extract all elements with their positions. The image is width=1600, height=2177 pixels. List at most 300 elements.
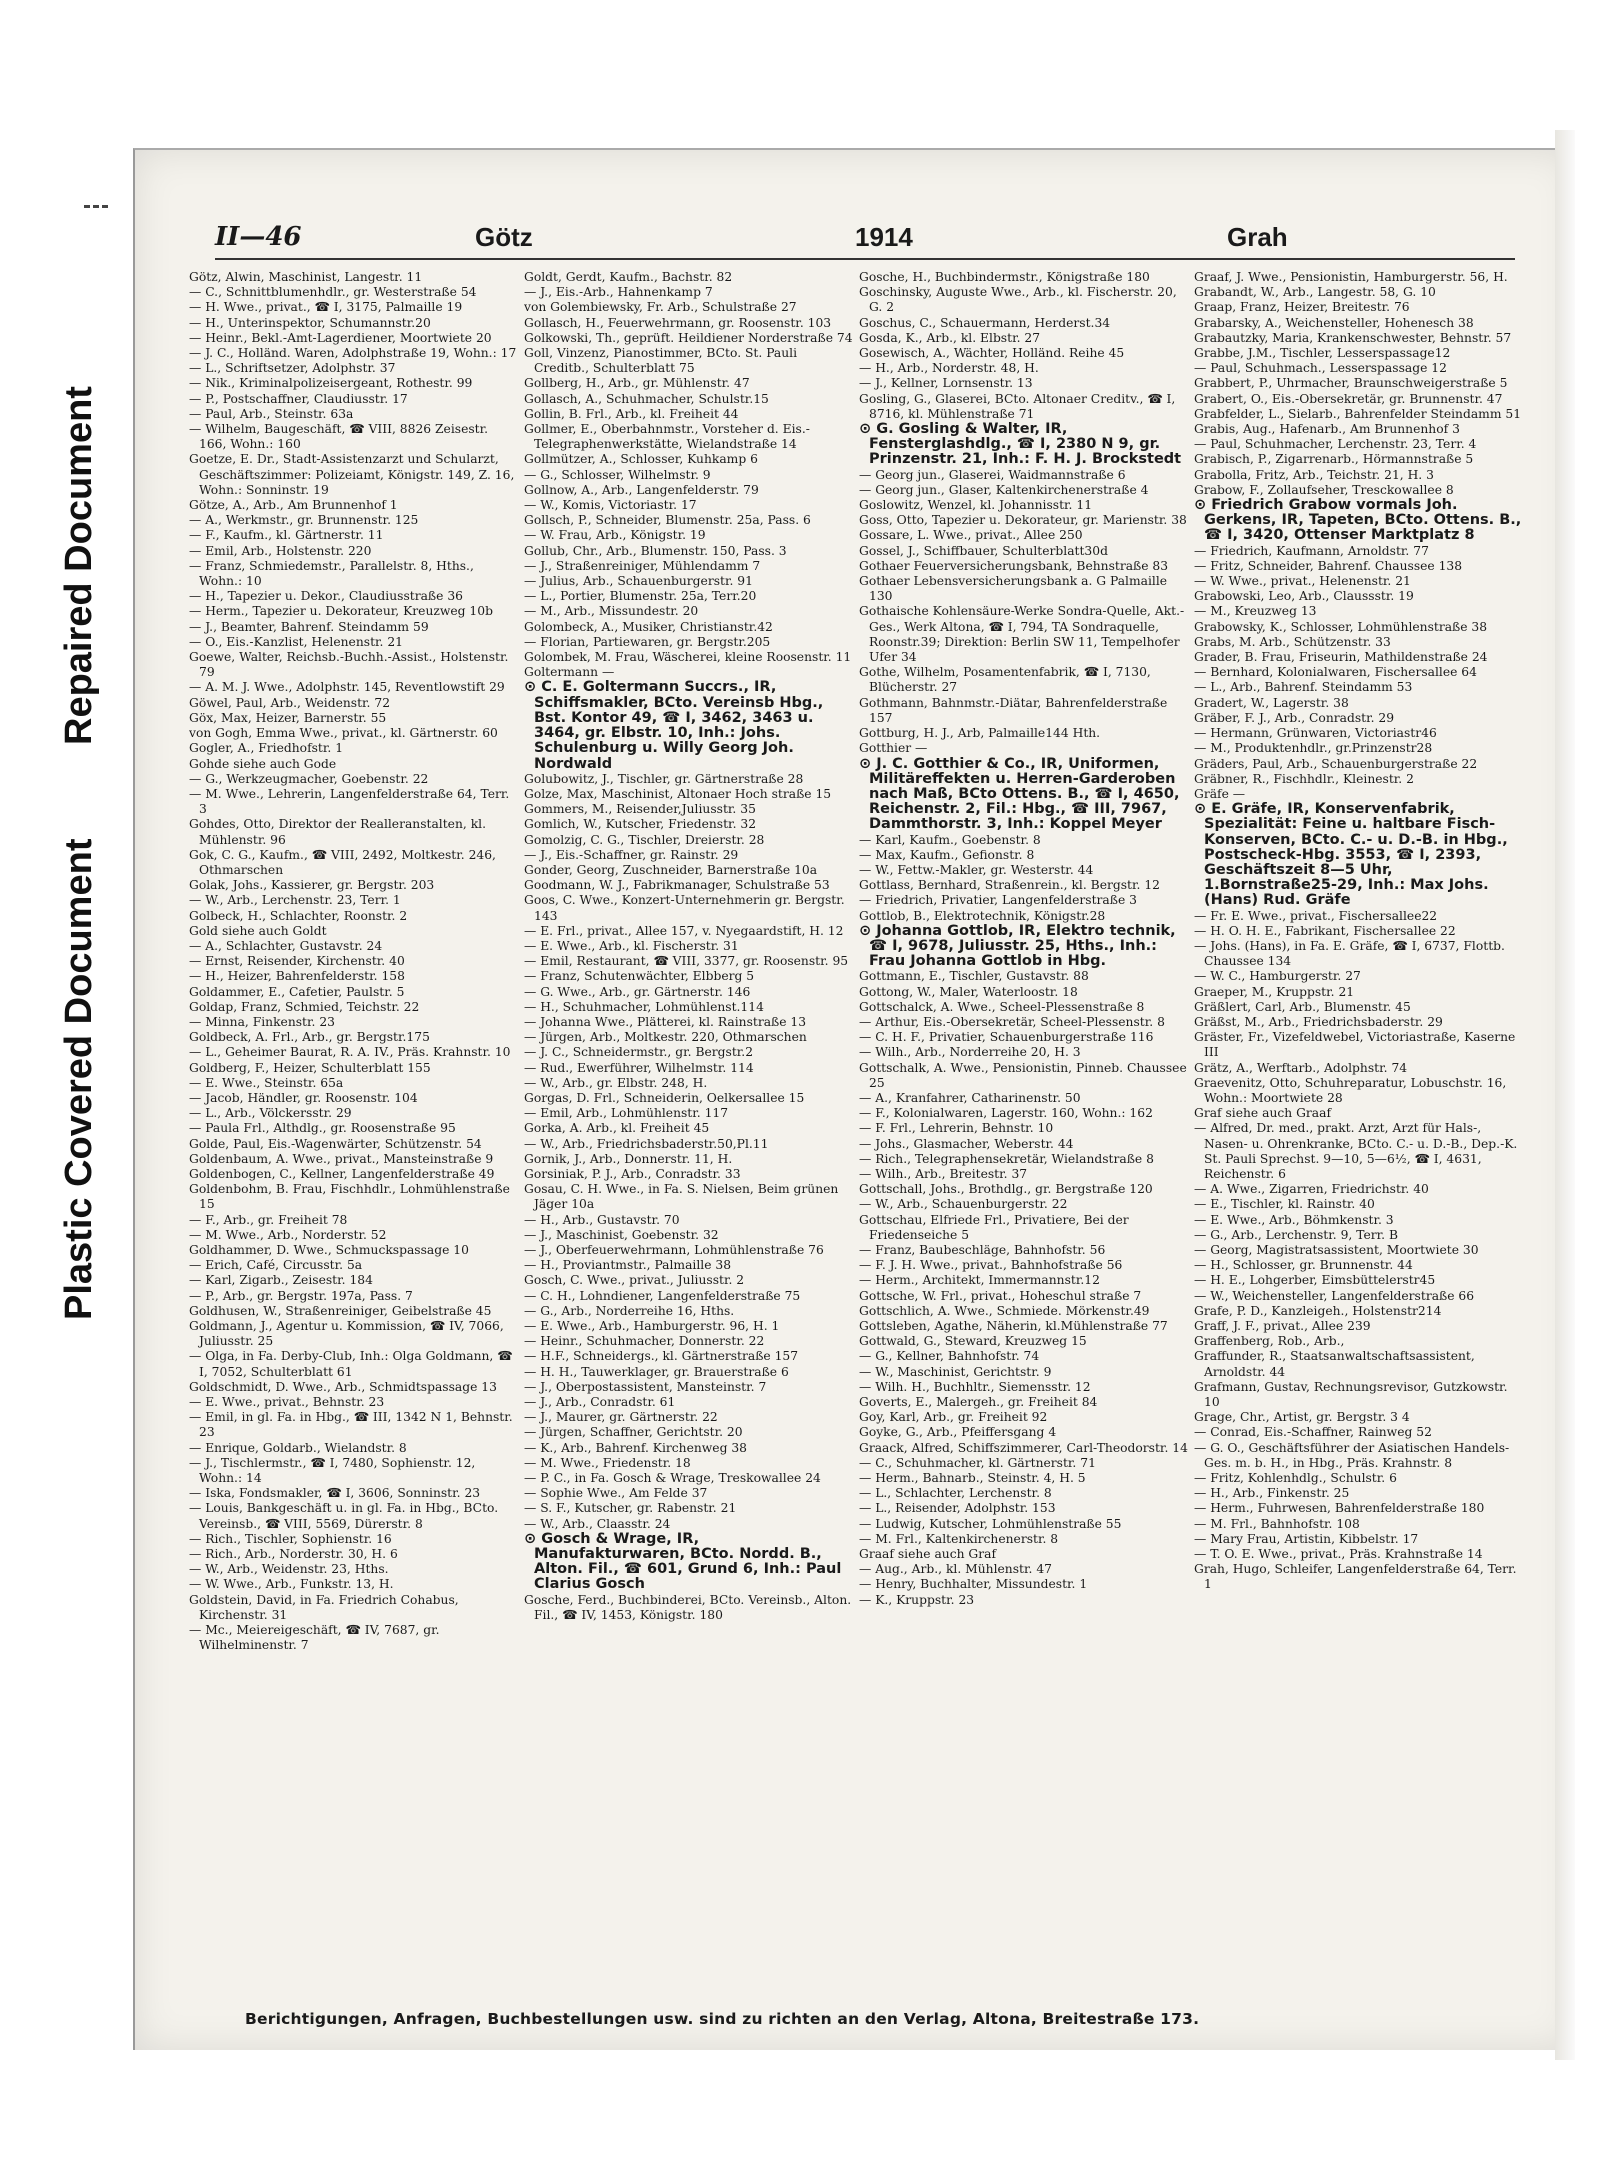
directory-entry: Grabowski, Leo, Arb., Claussstr. 19 bbox=[1194, 589, 1414, 604]
directory-entry: — Rich., Arb., Norderstr. 30, H. 6 bbox=[189, 1547, 398, 1562]
directory-entry: — E. Wwe., Arb., kl. Fischerstr. 31 bbox=[524, 938, 739, 953]
directory-entry: Grabow, F., Zollaufseher, Tresckowallee 8 bbox=[1194, 482, 1454, 497]
header-last-name: Grah bbox=[1227, 222, 1288, 252]
directory-entry: — J. C., Schneidermstr., gr. Bergstr.2 bbox=[524, 1045, 754, 1060]
directory-entry: Gothmann, Bahnmstr.-Diätar, Bahrenfelderstraße 157 bbox=[859, 695, 1168, 725]
directory-entry: — M. Wwe., Lehrerin, Langenfelderstraße 64, Terr. 3 bbox=[189, 786, 510, 817]
directory-entry: Grabowsky, K., Schlosser, Lohmühlenstraße 38 bbox=[1194, 619, 1488, 634]
directory-entry: — Herm., Architekt, Immermannstr.12 bbox=[859, 1273, 1100, 1288]
directory-entry: Gottschau, Elfriede Frl., Privatiere, Bei der Friedenseiche 5 bbox=[859, 1212, 1129, 1242]
directory-entry: Gosda, K., Arb., kl. Elbstr. 27 bbox=[859, 330, 1041, 345]
directory-entry: Goldhammer, D. Wwe., Schmuckspassage 10 bbox=[189, 1243, 469, 1257]
directory-entry: Goos, C. Wwe., Konzert-Unternehmerin gr. Bergstr. 143 bbox=[524, 893, 845, 923]
directory-entry: Grabautzky, Maria, Krankenschwester, Behnstr. 57 bbox=[1194, 330, 1512, 345]
directory-entry: Gollasch, H., Feuerwehrmann, gr. Roosenstr. 103 bbox=[524, 315, 832, 330]
directory-entry: Goss, Otto, Tapezier u. Dekorateur, gr. Marienstr. 38 bbox=[859, 513, 1187, 528]
directory-entry: — S. F., Kutscher, gr. Rabenstr. 21 bbox=[524, 1501, 737, 1516]
directory-entry: — Alfred, Dr. med., prakt. Arzt, Arzt für Hals-, Nasen- u. Ohrenkranke, BCto. C.- u. D.-B., Dep.-K. St. Pauli Sprechst. 9—10, 5—6½, ☎ I, 4631, Reichenstr. 6 bbox=[1194, 1121, 1518, 1181]
directory-entry: — G., Arb., Lerchenstr. 9, Terr. B bbox=[1194, 1227, 1399, 1242]
directory-entry: — Wilh., Arb., Norderreihe 20, H. 3 bbox=[859, 1045, 1081, 1060]
directory-entry: — P., Arb., gr. Bergstr. 197a, Pass. 7 bbox=[189, 1288, 413, 1303]
directory-entry: — M., Kreuzweg 13 bbox=[1194, 604, 1317, 619]
directory-entry: — J., Tischlermstr., ☎ I, 7480, Sophienstr. 12, Wohn.: 14 bbox=[189, 1455, 476, 1486]
directory-entry: Gottschall, Johs., Brothdlg., gr. Bergstraße 120 bbox=[859, 1182, 1153, 1197]
directory-entry: — H., Heizer, Bahrenfelderstr. 158 bbox=[189, 969, 405, 984]
directory-entry: Götz, Alwin, Maschinist, Langestr. 11 bbox=[189, 270, 423, 284]
directory-entry: Gosewisch, A., Wächter, Holländ. Reihe 45 bbox=[859, 346, 1125, 361]
directory-entry: — L., Arb., Bahrenf. Steindamm 53 bbox=[1194, 680, 1413, 695]
directory-entry: — Franz, Schmiedemstr., Parallelstr. 8, Hths., Wohn.: 10 bbox=[189, 558, 474, 589]
directory-entry: — H.F., Schneidergs., kl. Gärtnerstraße 157 bbox=[524, 1349, 799, 1364]
directory-entry: — W., Arb., Schauenburgerstr. 22 bbox=[859, 1197, 1068, 1212]
directory-entry: Goschus, C., Schauermann, Herderst.34 bbox=[859, 315, 1111, 330]
directory-entry: — H., Proviantmstr., Palmaille 38 bbox=[524, 1258, 732, 1273]
directory-columns bbox=[189, 270, 1529, 2000]
directory-entry: Grafe, P. D., Kanzleigeh., Holstenstr214 bbox=[1194, 1303, 1442, 1318]
directory-entry: — Mc., Meiereigeschäft, ☎ IV, 7687, gr. Wilhelminenstr. 7 bbox=[189, 1623, 440, 1653]
document-page bbox=[133, 148, 1575, 2050]
directory-entry: Gohde siehe auch Gode bbox=[189, 756, 337, 771]
directory-entry: — E., Tischler, kl. Rainstr. 40 bbox=[1194, 1197, 1375, 1212]
page-number: II—46 bbox=[215, 222, 302, 252]
directory-entry: Goodmann, W. J., Fabrikmanager, Schulstraße 53 bbox=[524, 878, 830, 893]
directory-entry: Goldbeck, A. Frl., Arb., gr. Bergstr.175 bbox=[189, 1030, 430, 1045]
directory-entry: — W. Frau, Arb., Königstr. 19 bbox=[524, 528, 706, 543]
directory-entry: — G. O., Geschäftsführer der Asiatischen Handels-Ges. m. b. H., in Hbg., Präs. Krahnstr. 8 bbox=[1194, 1440, 1510, 1470]
directory-entry: — Herm., Bahnarb., Steinstr. 4, H. 5 bbox=[859, 1471, 1086, 1486]
directory-entry: — Rich., Tischler, Sophienstr. 16 bbox=[189, 1531, 392, 1546]
directory-entry: Gosche, H., Buchbindermstr., Königstraße 180 bbox=[859, 270, 1150, 284]
directory-entry: Grabbe, J.M., Tischler, Lesserspassage12 bbox=[1194, 346, 1451, 361]
directory-entry: — H., Arb., Gustavstr. 70 bbox=[524, 1212, 680, 1227]
directory-entry: Gold siehe auch Goldt bbox=[189, 923, 327, 938]
directory-entry: — Emil, in gl. Fa. in Hbg., ☎ III, 1342 N 1, Behnstr. 23 bbox=[189, 1410, 513, 1440]
directory-entry: Grah, Hugo, Schleifer, Langenfelderstraße 64, Terr. 1 bbox=[1194, 1562, 1517, 1592]
punch-mark bbox=[84, 205, 108, 211]
directory-entry: — J. C., Holländ. Waren, Adolphstraße 19, Wohn.: 17 bbox=[189, 346, 517, 361]
directory-entry: Gollin, B. Frl., Arb., kl. Freiheit 44 bbox=[524, 406, 739, 421]
directory-entry: — Julius, Arb., Schauenburgerstr. 91 bbox=[524, 574, 753, 589]
directory-entry: — H., Tapezier u. Dekor., Claudiusstraße 36 bbox=[189, 589, 463, 604]
directory-entry: Golkowski, Th., geprüft. Heildiener Norderstraße 74 bbox=[524, 330, 853, 345]
directory-entry: Goldenbogen, C., Kellner, Langenfelderstraße 49 bbox=[189, 1166, 495, 1181]
directory-entry: Golombek, M. Frau, Wäscherei, kleine Roosenstr. 11 bbox=[524, 650, 852, 665]
directory-entry: Grabisch, P., Zigarrenarb., Hörmannstraße 5 bbox=[1194, 452, 1474, 467]
directory-entry: Grabis, Aug., Hafenarb., Am Brunnenhof 3 bbox=[1194, 422, 1460, 437]
directory-entry: Grabbert, P., Uhrmacher, Braunschweigerstraße 5 bbox=[1194, 376, 1508, 391]
directory-entry: — Fr. E. Wwe., privat., Fischersallee22 bbox=[1194, 908, 1438, 923]
directory-entry: Golze, Max, Maschinist, Altonaer Hoch straße 15 bbox=[524, 786, 832, 801]
directory-entry: — Paul, Schuhmach., Lesserspassage 12 bbox=[1194, 361, 1447, 376]
directory-entry: — W., Fettw.-Makler, gr. Westerstr. 44 bbox=[859, 862, 1094, 877]
directory-entry: — W., Weichensteller, Langenfelderstraße 66 bbox=[1194, 1288, 1475, 1303]
directory-entry: — J., Arb., Conradstr. 61 bbox=[524, 1395, 676, 1410]
directory-entry: — A. M. J. Wwe., Adolphstr. 145, Reventlowstift 29 bbox=[189, 680, 505, 695]
directory-entry: — M. Frl., Kaltenkirchenerstr. 8 bbox=[859, 1531, 1059, 1546]
header-year: 1914 bbox=[855, 222, 913, 252]
directory-entry: Gomolzig, C. G., Tischler, Dreierstr. 28 bbox=[524, 832, 765, 847]
directory-entry: Goltermann — bbox=[524, 665, 615, 680]
directory-entry: — Emil, Arb., Lohmühlenstr. 117 bbox=[524, 1106, 729, 1121]
directory-entry: Göx, Max, Heizer, Barnerstr. 55 bbox=[189, 710, 387, 725]
directory-entry: — T. O. E. Wwe., privat., Präs. Krahnstraße 14 bbox=[1194, 1547, 1483, 1562]
directory-entry: Grätz, A., Werftarb., Adolphstr. 74 bbox=[1194, 1060, 1408, 1075]
directory-entry: — F., Kolonialwaren, Lagerstr. 160, Wohn.: 162 bbox=[859, 1106, 1153, 1121]
directory-entry: Gonder, Georg, Zuschneider, Barnerstraße 10a bbox=[524, 862, 818, 877]
directory-entry: — Ernst, Reisender, Kirchenstr. 40 bbox=[189, 954, 405, 969]
directory-entry: — Johs. (Hans), in Fa. E. Gräfe, ☎ I, 6737, Flottb. Chaussee 134 bbox=[1194, 938, 1505, 969]
directory-entry: Götze, A., Arb., Am Brunnenhof 1 bbox=[189, 498, 398, 513]
directory-entry: Goldberg, F., Heizer, Schulterblatt 155 bbox=[189, 1060, 431, 1075]
directory-entry: — F., Kaufm., kl. Gärtnerstr. 11 bbox=[189, 528, 384, 543]
directory-entry: Gothaer Lebensversicherungsbank a. G Palmaille 130 bbox=[859, 574, 1168, 604]
directory-entry: ⊙ G. Gosling & Walter, IR, Fensterglashdlg., ☎ I, 2380 N 9, gr. Prinzenstr. 21, Inh.: F. H. J. Brockstedt bbox=[859, 421, 1182, 468]
directory-entry: — A. Wwe., Zigarren, Friedrichstr. 40 bbox=[1194, 1182, 1429, 1197]
directory-entry: Goldap, Franz, Schmied, Teichstr. 22 bbox=[189, 999, 420, 1014]
directory-entry: — A., Werkmstr., gr. Brunnenstr. 125 bbox=[189, 513, 419, 528]
directory-entry: — M., Produktenhdlr., gr.Prinzenstr28 bbox=[1194, 741, 1433, 756]
directory-entry: Gomlich, W., Kutscher, Friedenstr. 32 bbox=[524, 817, 757, 832]
directory-entry: Gollasch, A., Schuhmacher, Schulstr.15 bbox=[524, 391, 769, 406]
directory-entry: — W., Maschinist, Gerichtstr. 9 bbox=[859, 1364, 1052, 1379]
directory-entry: — P. C., in Fa. Gosch & Wrage, Treskowallee 24 bbox=[524, 1471, 821, 1486]
directory-entry: — Heinr., Schuhmacher, Donnerstr. 22 bbox=[524, 1334, 765, 1349]
directory-entry: — H., Unterinspektor, Schumannstr.20 bbox=[189, 315, 431, 330]
directory-entry: — E. Wwe., Arb., Hamburgerstr. 96, H. 1 bbox=[524, 1319, 780, 1334]
directory-entry: Gottschlich, A. Wwe., Schmiede. Mörkenstr.49 bbox=[859, 1303, 1150, 1318]
directory-entry: Golde, Paul, Eis.-Wagenwärter, Schützenstr. 54 bbox=[189, 1136, 482, 1151]
directory-entry: Gräßst, M., Arb., Friedrichsbaderstr. 29 bbox=[1194, 1014, 1443, 1029]
directory-entry: — F. J. H. Wwe., privat., Bahnhofstraße 56 bbox=[859, 1258, 1123, 1273]
page-footer: Berichtigungen, Anfragen, Buchbestellungen usw. sind zu richten an den Verlag, Altona, Breitestraße 173. bbox=[245, 2010, 1200, 2028]
side-label-top: Repaired Document bbox=[58, 386, 100, 745]
directory-entry: — Louis, Bankgeschäft u. in gl. Fa. in Hbg., BCto. Vereinsb., ☎ VIII, 5569, Dürerstr. 8 bbox=[189, 1501, 499, 1531]
directory-entry: — H. H., Tauwerklager, gr. Brauerstraße 6 bbox=[524, 1364, 789, 1379]
directory-entry: ⊙ C. E. Goltermann Succrs., IR, Schiffsmakler, BCto. Vereinsb Hbg., Bst. Kontor 49, ☎ I, 3462, 3463 u. 3464, gr. Elbstr. 10, Inh.: Johs. Schulenburg u. Willy Georg Joh. Nordwald bbox=[524, 679, 824, 772]
directory-entry: — E. Frl., privat., Allee 157, v. Nyegaardstift, H. 12 bbox=[524, 923, 844, 938]
directory-entry: Golubowitz, J., Tischler, gr. Gärtnerstraße 28 bbox=[524, 771, 804, 786]
directory-entry: — A., Schlachter, Gustavstr. 24 bbox=[189, 938, 383, 953]
directory-entry: Graeper, M., Kruppstr. 21 bbox=[1194, 984, 1355, 999]
directory-entry: — M. Wwe., Friedenstr. 18 bbox=[524, 1455, 691, 1470]
directory-entry: — O., Eis.-Kanzlist, Helenenstr. 21 bbox=[189, 634, 404, 649]
directory-entry: — W. Wwe., Arb., Funkstr. 13, H. bbox=[189, 1577, 394, 1592]
directory-entry: — K., Kruppstr. 23 bbox=[859, 1592, 975, 1607]
directory-entry: — Karl, Zigarb., Zeisestr. 184 bbox=[189, 1273, 373, 1288]
directory-entry: — L., Schriftsetzer, Adolphstr. 37 bbox=[189, 361, 396, 376]
directory-entry: — C. H., Lohndiener, Langenfelderstraße 75 bbox=[524, 1288, 801, 1303]
directory-entry: — Max, Kaufm., Gefionstr. 8 bbox=[859, 847, 1035, 862]
directory-entry: Graaf siehe auch Graf bbox=[859, 1547, 997, 1562]
directory-entry: — J., Eis.-Schaffner, gr. Rainstr. 29 bbox=[524, 847, 739, 862]
directory-entry: — Nik., Kriminalpolizeisergeant, Rothestr. 99 bbox=[189, 376, 473, 391]
column-4 bbox=[1194, 270, 1523, 2000]
directory-entry: Gollub, Chr., Arb., Blumenstr. 150, Pass. 3 bbox=[524, 543, 787, 558]
directory-entry: Gottsleben, Agathe, Näherin, kl.Mühlenstraße 77 bbox=[859, 1319, 1168, 1334]
directory-entry: — M., Arb., Missundestr. 20 bbox=[524, 604, 699, 619]
directory-entry: Graffunder, R., Staatsanwaltschaftsassistent, Arnoldstr. 44 bbox=[1194, 1349, 1475, 1379]
directory-entry: — G., Schlosser, Wilhelmstr. 9 bbox=[524, 467, 711, 482]
directory-entry: Gollmützer, A., Schlosser, Kuhkamp 6 bbox=[524, 452, 758, 467]
directory-entry: ⊙ J. C. Gotthier & Co., IR, Uniformen, Militäreffekten u. Herren-Garderoben nach Maß, BCto Ottens. B., ☎ I, 4650, Reichenstr. 2, Fil.: Hbg., ☎ III, 7967, Dammthorstr. 3, Inh.: Koppel Meyer bbox=[859, 755, 1180, 833]
directory-entry: — Karl, Kaufm., Goebenstr. 8 bbox=[859, 832, 1041, 847]
directory-entry: — Rud., Ewerführer, Wilhelmstr. 114 bbox=[524, 1060, 754, 1075]
directory-entry: Gotthier — bbox=[859, 741, 928, 756]
directory-entry: — L., Arb., Völckersstr. 29 bbox=[189, 1106, 352, 1121]
directory-entry: — Arthur, Eis.-Obersekretär, Scheel-Plessenstr. 8 bbox=[859, 1014, 1165, 1029]
directory-entry: Gothe, Wilhelm, Posamentenfabrik, ☎ I, 7130, Blücherstr. 27 bbox=[859, 665, 1151, 695]
directory-entry: Graevenitz, Otto, Schuhreparatur, Lobuschstr. 16, Wohn.: Moortwiete 28 bbox=[1194, 1075, 1507, 1105]
directory-entry: — Olga, in Fa. Derby-Club, Inh.: Olga Goldmann, ☎ I, 7052, Schulterblatt 61 bbox=[189, 1349, 513, 1379]
directory-entry: Goldt, Gerdt, Kaufm., Bachstr. 82 bbox=[524, 270, 733, 284]
directory-entry: Gorgas, D. Frl., Schneiderin, Oelkersallee 15 bbox=[524, 1090, 805, 1105]
directory-entry: Goldenbohm, B. Frau, Fischhdlr., Lohmühlenstraße 15 bbox=[189, 1182, 510, 1212]
directory-entry: Gothaer Feuerversicherungsbank, Behnstraße 83 bbox=[859, 558, 1169, 573]
directory-entry: — J., Maschinist, Goebenstr. 32 bbox=[524, 1227, 719, 1242]
directory-entry: — Friedrich, Privatier, Langenfelderstraße 3 bbox=[859, 893, 1137, 908]
directory-entry: — L., Portier, Blumenstr. 25a, Terr.20 bbox=[524, 589, 757, 604]
directory-entry: Grabert, O., Eis.-Obersekretär, gr. Brunnenstr. 47 bbox=[1194, 391, 1503, 406]
directory-entry: ⊙ E. Gräfe, IR, Konservenfabrik, Spezialität: Feine u. haltbare Fisch-Konserven, BCto. C.- u. D.-B. in Hbg., Postscheck-Hbg. 3553, ☎ I, 2393, Geschäftszeit 8—5 Uhr, 1.Bornstraße25-29, Inh.: Max Johs. (Hans) Rud. Gräfe bbox=[1194, 801, 1508, 909]
directory-entry: Gottmann, E., Tischler, Gustavstr. 88 bbox=[859, 969, 1089, 984]
directory-entry: Grabfelder, L., Sielarb., Bahrenfelder Steindamm 51 bbox=[1194, 406, 1522, 421]
directory-entry: — Paula Frl., Althdlg., gr. Roosenstraße 95 bbox=[189, 1121, 456, 1136]
directory-entry: Goy, Karl, Arb., gr. Freiheit 92 bbox=[859, 1410, 1048, 1425]
directory-entry: — Franz, Baubeschläge, Bahnhofstr. 56 bbox=[859, 1243, 1106, 1257]
directory-entry: Grader, B. Frau, Friseurin, Mathildenstraße 24 bbox=[1194, 650, 1488, 665]
directory-entry: Gottschalck, A. Wwe., Scheel-Plessenstraße 8 bbox=[859, 999, 1145, 1014]
directory-entry: Graack, Alfred, Schiffszimmerer, Carl-Theodorstr. 14 bbox=[859, 1440, 1188, 1455]
column-2 bbox=[524, 270, 853, 2000]
directory-entry: — M. Frl., Bahnhofstr. 108 bbox=[1194, 1516, 1360, 1531]
directory-entry: — W., Arb., Friedrichsbaderstr.50,Pl.11 bbox=[524, 1136, 769, 1151]
directory-entry: Golbeck, H., Schlachter, Roonstr. 2 bbox=[189, 908, 408, 923]
directory-entry: — G. Wwe., Arb., gr. Gärtnerstr. 146 bbox=[524, 984, 751, 999]
directory-entry: — Georg jun., Glaser, Kaltenkirchenerstraße 4 bbox=[859, 482, 1149, 497]
directory-entry: Gorsiniak, P. J., Arb., Conradstr. 33 bbox=[524, 1166, 741, 1181]
directory-entry: ⊙ Friedrich Grabow vormals Joh. Gerkens, IR, Tapeten, BCto. Ottens. B., ☎ I, 3420, Ottenser Marktplatz 8 bbox=[1194, 497, 1522, 544]
directory-entry: — Florian, Partiewaren, gr. Bergstr.205 bbox=[524, 634, 771, 649]
directory-entry: Gosling, G., Glaserei, BCto. Altonaer Creditv., ☎ I, 8716, kl. Mühlenstraße 71 bbox=[859, 391, 1176, 421]
directory-entry: — A., Kranfahrer, Catharinenstr. 50 bbox=[859, 1090, 1081, 1105]
directory-entry: Gosau, C. H. Wwe., in Fa. S. Nielsen, Beim grünen Jäger 10a bbox=[524, 1182, 839, 1212]
directory-entry: — Henry, Buchhalter, Missundestr. 1 bbox=[859, 1577, 1088, 1592]
header-first-name: Götz bbox=[475, 222, 533, 252]
directory-entry: — Minna, Finkenstr. 23 bbox=[189, 1014, 335, 1029]
directory-entry: von Gogh, Emma Wwe., privat., kl. Gärtnerstr. 60 bbox=[189, 726, 498, 741]
paper-edge bbox=[1555, 130, 1575, 2060]
directory-entry: Gottlob, B., Elektrotechnik, Königstr.28 bbox=[859, 908, 1106, 923]
directory-entry: Gräfe — bbox=[1194, 786, 1246, 801]
directory-entry: Gräbner, R., Fischhdlr., Kleinestr. 2 bbox=[1194, 771, 1414, 786]
directory-entry: — Enrique, Goldarb., Wielandstr. 8 bbox=[189, 1440, 407, 1455]
directory-entry: Gollsch, P., Schneider, Blumenstr. 25a, Pass. 6 bbox=[524, 513, 811, 528]
directory-entry: Goverts, E., Malergeh., gr. Freiheit 84 bbox=[859, 1395, 1098, 1410]
directory-entry: — Emil, Restaurant, ☎ VIII, 3377, gr. Roosenstr. 95 bbox=[524, 954, 849, 969]
directory-entry: Gräster, Fr., Vizefeldwebel, Victoriastraße, Kaserne III bbox=[1194, 1030, 1516, 1060]
directory-entry: — Friedrich, Kaufmann, Arnoldstr. 77 bbox=[1194, 543, 1429, 558]
directory-entry: — Franz, Schutenwächter, Elbberg 5 bbox=[524, 969, 755, 984]
directory-entry: Gornik, J., Arb., Donnerstr. 11, H. bbox=[524, 1151, 733, 1166]
directory-entry: Graap, Franz, Heizer, Breitestr. 76 bbox=[1194, 300, 1410, 315]
directory-entry: Gossel, J., Schiffbauer, Schulterblatt30d bbox=[859, 543, 1108, 558]
directory-entry: — J., Maurer, gr. Gärtnerstr. 22 bbox=[524, 1410, 718, 1425]
side-label-bottom: Plastic Covered Document bbox=[58, 838, 100, 1320]
directory-entry: — F., Arb., gr. Freiheit 78 bbox=[189, 1212, 348, 1227]
directory-entry: — J., Eis.-Arb., Hahnenkamp 7 bbox=[524, 285, 713, 300]
directory-entry: Graff, J. F., privat., Allee 239 bbox=[1194, 1319, 1371, 1334]
directory-entry: Golombeck, A., Musiker, Christianstr.42 bbox=[524, 619, 773, 634]
directory-entry: ⊙ Johanna Gottlob, IR, Elektro technik, ☎ I, 9678, Juliusstr. 25, Hths., Inh.: Frau Johanna Gottlob in Hbg. bbox=[859, 922, 1176, 970]
directory-entry: Grafmann, Gustav, Rechnungsrevisor, Gutzkowstr. 10 bbox=[1194, 1379, 1508, 1410]
directory-entry: Graffenberg, Rob., Arb., bbox=[1194, 1334, 1345, 1349]
directory-entry: — Jacob, Händler, gr. Roosenstr. 104 bbox=[189, 1090, 418, 1105]
directory-entry: — H. E., Lohgerber, Eimsbüttelerstr45 bbox=[1194, 1273, 1436, 1288]
directory-entry: von Golembiewsky, Fr. Arb., Schulstraße 27 bbox=[524, 300, 797, 315]
directory-entry: — W., Arb., gr. Elbstr. 248, H. bbox=[524, 1075, 708, 1090]
directory-entry: Goldammer, E., Cafetier, Paulstr. 5 bbox=[189, 984, 405, 999]
directory-entry: — Emil, Arb., Holstenstr. 220 bbox=[189, 543, 372, 558]
directory-entry: Gorka, A. Arb., kl. Freiheit 45 bbox=[524, 1121, 710, 1136]
directory-entry: — J., Oberpostassistent, Mansteinstr. 7 bbox=[524, 1379, 767, 1394]
directory-entry: Gollmer, E., Oberbahnmstr., Vorsteher d. Eis.-Telegraphenwerkstätte, Wielandstraße 14 bbox=[524, 422, 810, 452]
directory-entry: — Fritz, Schneider, Bahrenf. Chaussee 138 bbox=[1194, 558, 1463, 573]
directory-entry: — Johanna Wwe., Plätterei, kl. Rainstraße 13 bbox=[524, 1014, 807, 1029]
directory-entry: — E. Wwe., privat., Behnstr. 23 bbox=[189, 1395, 385, 1410]
directory-entry: Gothaische Kohlensäure-Werke Sondra-Quelle, Akt.-Ges., Werk Altona, ☎ I, 794, TA Sondraquelle, Roonstr.39; Direktion: Berlin SW 11, Tempelhofer Ufer 34 bbox=[859, 604, 1185, 665]
directory-entry: — Heinr., Bekl.-Amt-Lagerdiener, Moortwiete 20 bbox=[189, 330, 492, 345]
directory-entry: — J., Oberfeuerwehrmann, Lohmühlenstraße 76 bbox=[524, 1243, 824, 1257]
directory-entry: Goldhusen, W., Straßenreiniger, Geibelstraße 45 bbox=[189, 1303, 492, 1318]
directory-entry: — Bernhard, Kolonialwaren, Fischersallee 64 bbox=[1194, 665, 1477, 680]
directory-entry: Gosch, C. Wwe., privat., Juliusstr. 2 bbox=[524, 1273, 745, 1288]
directory-entry: — Wilh. H., Buchhltr., Siemensstr. 12 bbox=[859, 1379, 1091, 1394]
directory-entry: — W., Arb., Weidenstr. 23, Hths. bbox=[189, 1562, 389, 1577]
directory-entry: Grabandt, W., Arb., Langestr. 58, G. 10 bbox=[1194, 285, 1436, 300]
directory-entry: — Wilhelm, Baugeschäft, ☎ VIII, 8826 Zeisestr. 166, Wohn.: 160 bbox=[189, 422, 489, 452]
directory-entry: — W. C., Hamburgerstr. 27 bbox=[1194, 969, 1361, 984]
directory-entry: Goldmann, J., Agentur u. Kommission, ☎ IV, 7066, Juliusstr. 25 bbox=[189, 1319, 504, 1349]
directory-entry: Grabarsky, A., Weichensteller, Hohenesch 38 bbox=[1194, 315, 1474, 330]
directory-entry: — Ludwig, Kutscher, Lohmühlenstraße 55 bbox=[859, 1516, 1122, 1531]
directory-entry: — Rich., Telegraphensekretär, Wielandstraße 8 bbox=[859, 1151, 1154, 1166]
directory-entry: — J., Beamter, Bahrenf. Steindamm 59 bbox=[189, 619, 429, 634]
directory-entry: — Johs., Glasmacher, Weberstr. 44 bbox=[859, 1136, 1074, 1151]
directory-entry: Gottburg, H. J., Arb, Palmaille144 Hth. bbox=[859, 726, 1101, 741]
directory-entry: Gogler, A., Friedhofstr. 1 bbox=[189, 741, 344, 756]
directory-entry: — C., Schuhmacher, kl. Gärtnerstr. 71 bbox=[859, 1455, 1096, 1470]
directory-entry: Gradert, W., Lagerstr. 38 bbox=[1194, 695, 1349, 710]
directory-entry: Goewe, Walter, Reichsb.-Buchh.-Assist., Holstenstr. 79 bbox=[189, 650, 509, 680]
directory-entry: — K., Arb., Bahrenf. Kirchenweg 38 bbox=[524, 1440, 748, 1455]
directory-entry: Gräßlert, Carl, Arb., Blumenstr. 45 bbox=[1194, 999, 1411, 1014]
directory-entry: — Conrad, Eis.-Schaffner, Rainweg 52 bbox=[1194, 1425, 1432, 1440]
directory-entry: Gosche, Ferd., Buchbinderei, BCto. Vereinsb., Alton. Fil., ☎ IV, 1453, Königstr. 180 bbox=[524, 1592, 852, 1622]
directory-entry: — Paul, Arb., Steinstr. 63a bbox=[189, 406, 354, 421]
directory-entry: — G., Arb., Norderreihe 16, Hths. bbox=[524, 1303, 735, 1318]
directory-entry: — G., Kellner, Bahnhofstr. 74 bbox=[859, 1349, 1040, 1364]
directory-entry: — H. Wwe., privat., ☎ I, 3175, Palmaille 19 bbox=[189, 300, 463, 315]
page-header bbox=[215, 218, 1515, 260]
directory-entry: — W., Arb., Lerchenstr. 23, Terr. 1 bbox=[189, 893, 401, 908]
directory-entry: Gommers, M., Reisender,Juliusstr. 35 bbox=[524, 802, 756, 817]
directory-entry: Goschinsky, Auguste Wwe., Arb., kl. Fischerstr. 20, G. 2 bbox=[859, 285, 1177, 315]
directory-entry: — L., Geheimer Baurat, R. A. IV., Präs. Krahnstr. 10 bbox=[189, 1045, 511, 1060]
directory-entry: — Jürgen, Schaffner, Gerichtstr. 20 bbox=[524, 1425, 743, 1440]
directory-entry: — Aug., Arb., kl. Mühlenstr. 47 bbox=[859, 1562, 1052, 1577]
directory-entry: — W., Arb., Claasstr. 24 bbox=[524, 1516, 671, 1531]
directory-entry: Gottong, W., Maler, Waterloostr. 18 bbox=[859, 984, 1078, 999]
directory-entry: — Erich, Café, Circusstr. 5a bbox=[189, 1258, 363, 1273]
directory-entry: Grabolla, Fritz, Arb., Teichstr. 21, H. 3 bbox=[1194, 467, 1434, 482]
directory-entry: — Mary Frau, Artistin, Kibbelstr. 17 bbox=[1194, 1531, 1419, 1546]
directory-entry: — J., Straßenreiniger, Mühlendamm 7 bbox=[524, 558, 761, 573]
directory-entry: — Paul, Schuhmacher, Lerchenstr. 23, Terr. 4 bbox=[1194, 437, 1477, 452]
directory-entry: — Hermann, Grünwaren, Victoriastr46 bbox=[1194, 726, 1437, 741]
directory-entry: — G., Werkzeugmacher, Goebenstr. 22 bbox=[189, 771, 429, 786]
directory-entry: ⊙ Gosch & Wrage, IR, Manufakturwaren, BCto. Nordd. B., Alton. Fil., ☎ 601, Grund 6, Inh.: Paul Clarius Gosch bbox=[524, 1530, 842, 1593]
directory-entry: — Georg jun., Glaserei, Waidmannstraße 6 bbox=[859, 467, 1126, 482]
column-1 bbox=[189, 270, 518, 2000]
directory-entry: — H., Schlosser, gr. Brunnenstr. 44 bbox=[1194, 1258, 1413, 1273]
directory-entry: — H. O. H. E., Fabrikant, Fischersallee 22 bbox=[1194, 923, 1456, 938]
directory-entry: — H., Arb., Norderstr. 48, H. bbox=[859, 361, 1039, 376]
directory-entry: — Herm., Fuhrwesen, Bahrenfelderstraße 180 bbox=[1194, 1501, 1485, 1516]
directory-entry: Gottschalk, A. Wwe., Pensionistin, Pinneb. Chaussee 25 bbox=[859, 1060, 1187, 1090]
directory-entry: Gohdes, Otto, Direktor der Realleranstalten, kl. Mühlenstr. 96 bbox=[189, 817, 486, 847]
directory-entry: Goldschmidt, D. Wwe., Arb., Schmidtspassage 13 bbox=[189, 1379, 497, 1394]
directory-entry: — L., Reisender, Adolphstr. 153 bbox=[859, 1501, 1056, 1516]
directory-entry: Grage, Chr., Artist, gr. Bergstr. 3 4 bbox=[1194, 1410, 1410, 1425]
directory-entry: — E. Wwe., Steinstr. 65a bbox=[189, 1075, 344, 1090]
directory-entry: Graaf, J. Wwe., Pensionistin, Hamburgerstr. 56, H. bbox=[1194, 270, 1508, 284]
directory-entry: — P., Postschaffner, Claudiusstr. 17 bbox=[189, 391, 408, 406]
directory-entry: Gollberg, H., Arb., gr. Mühlenstr. 47 bbox=[524, 376, 750, 391]
directory-entry: — Jürgen, Arb., Moltkestr. 220, Othmarschen bbox=[524, 1030, 807, 1045]
directory-entry: Graf siehe auch Graaf bbox=[1194, 1106, 1332, 1121]
directory-entry: Goldenbaum, A. Wwe., privat., Mansteinstraße 9 bbox=[189, 1151, 494, 1166]
column-3 bbox=[859, 270, 1188, 2000]
directory-entry: — Fritz, Kohlenhdlg., Schulstr. 6 bbox=[1194, 1471, 1397, 1486]
directory-entry: — H., Arb., Finkenstr. 25 bbox=[1194, 1486, 1350, 1501]
directory-entry: — W., Komis, Victoriastr. 17 bbox=[524, 498, 697, 513]
directory-entry: Grabs, M. Arb., Schützenstr. 33 bbox=[1194, 634, 1391, 649]
directory-entry: Goslowitz, Wenzel, kl. Johannisstr. 11 bbox=[859, 498, 1093, 513]
directory-entry: Golak, Johs., Kassierer, gr. Bergstr. 203 bbox=[189, 878, 435, 893]
directory-entry: Goll, Vinzenz, Pianostimmer, BCto. St. Pauli Creditb., Schulterblatt 75 bbox=[524, 346, 798, 376]
directory-entry: Gräber, F. J., Arb., Conradstr. 29 bbox=[1194, 710, 1395, 725]
directory-entry: — H., Schuhmacher, Lohmühlenst.114 bbox=[524, 999, 764, 1014]
directory-entry: — M. Wwe., Arb., Norderstr. 52 bbox=[189, 1227, 387, 1242]
directory-entry: — Herm., Tapezier u. Dekorateur, Kreuzweg 10b bbox=[189, 604, 493, 619]
directory-entry: — C. H. F., Privatier, Schauenburgerstraße 116 bbox=[859, 1030, 1154, 1045]
directory-entry: — F. Frl., Lehrerin, Behnstr. 10 bbox=[859, 1121, 1054, 1136]
directory-entry: — Wilh., Arb., Breitestr. 37 bbox=[859, 1166, 1028, 1181]
directory-entry: — Sophie Wwe., Am Felde 37 bbox=[524, 1486, 708, 1501]
directory-entry: — Georg, Magistratsassistent, Moortwiete 30 bbox=[1194, 1243, 1479, 1257]
directory-entry: Gräders, Paul, Arb., Schauenburgerstraße 22 bbox=[1194, 756, 1478, 771]
directory-entry: Gok, C. G., Kaufm., ☎ VIII, 2492, Moltkestr. 246, Othmarschen bbox=[189, 847, 496, 877]
directory-entry: — C., Schnittblumenhdlr., gr. Westerstraße 54 bbox=[189, 285, 477, 300]
directory-entry: — J., Kellner, Lornsenstr. 13 bbox=[859, 376, 1033, 391]
directory-entry: Goldstein, David, in Fa. Friedrich Cohabus, Kirchenstr. 31 bbox=[189, 1592, 459, 1622]
directory-entry: Gottsche, W. Frl., privat., Hoheschul straße 7 bbox=[859, 1288, 1142, 1303]
directory-entry: Gollnow, A., Arb., Langenfelderstr. 79 bbox=[524, 482, 759, 497]
directory-entry: — W. Wwe., privat., Helenenstr. 21 bbox=[1194, 574, 1411, 589]
directory-entry: Göwel, Paul, Arb., Weidenstr. 72 bbox=[189, 695, 391, 710]
directory-entry: Goyke, G., Arb., Pfeiffersgang 4 bbox=[859, 1425, 1057, 1440]
directory-entry: — Iska, Fondsmakler, ☎ I, 3606, Sonninstr. 23 bbox=[189, 1486, 481, 1501]
